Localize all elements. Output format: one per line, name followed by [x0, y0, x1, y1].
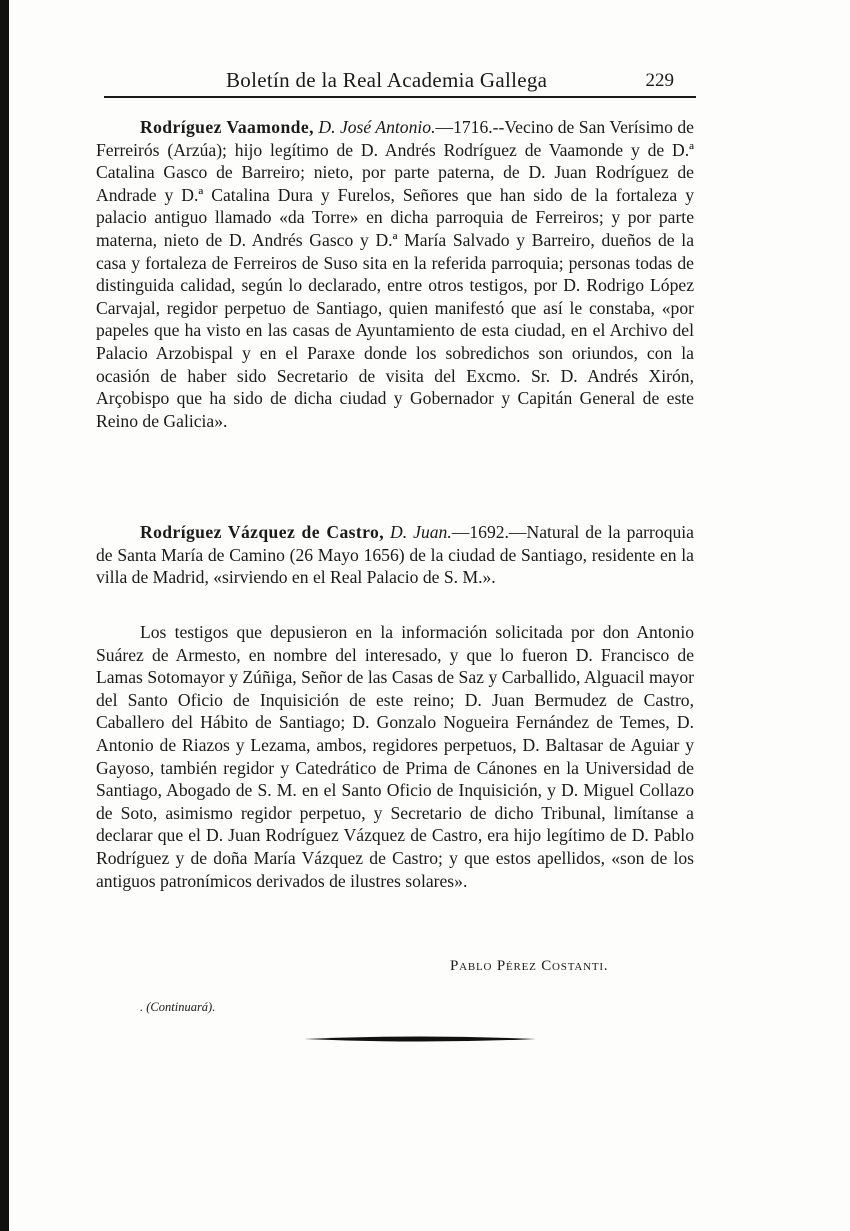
closing-ornament-rule	[300, 1032, 540, 1046]
entry-rodriguez-vazquez-de-castro	[96, 521, 694, 589]
running-header	[104, 62, 696, 98]
page-spine-edge	[0, 0, 9, 1231]
entry-name: Rodríguez Vaamonde,	[140, 117, 314, 137]
entry-paragraph	[96, 116, 694, 432]
entry-witnesses-paragraph	[96, 621, 694, 892]
entry-given-name: D. Juan.	[390, 522, 452, 542]
entry-text: —1716.--Vecino de San Verísimo de Ferreirós (Arzúa); hijo legítimo de D. Andrés Rodríguez de Vaamonde y de D.ª Catalina Gasco de Barreiro; nieto, por parte paterna, de D. Juan Rodríguez de Andrade y D.ª Catalina Dura y Furelos, Señores que han sido de la fortaleza y palacio antiguo llamado «da Torre» en dicha parroquia de Ferreiros; y por parte materna, nieto de D. Andrés Gasco y D.ª María Salvado y Barreiro, dueños de la casa y fortaleza de Ferreiros de Suso sita en la referida parroquia; personas todas de distinguida calidad, según lo declarado, entre otros testigos, por D. Rodrigo López Carvajal, regidor perpetuo de Santiago, quien manifestó que así le constaba, «por papeles que ha visto en las casas de Ayuntamiento de esta ciudad, en el Archivo del Palacio Arzobispal y en el Paraxe donde los sobredichos son oriundos, con la ocasión de haber sido Secretario de visita del Excmo. Sr. D. Andrés Xirón, Arçobispo que ha sido de dicha ciudad y Gobernador y Capitán General de este Reino de Galicia».	[96, 117, 694, 431]
entry-paragraph	[96, 521, 694, 589]
journal-title: Boletín de la Real Academia Gallega	[226, 68, 548, 92]
entry-text: —1692.—Natural de la parroquia de Santa María de Camino (26 Mayo 1656) de la ciudad de Santiago, residente en la villa de Madrid, «sirviendo en el Real Palacio de S. M.».	[96, 522, 694, 588]
entry-paragraph-2: Los testigos que depusieron en la información solicitada por don Antonio Suárez de Armesto, en nombre del interesado, y que lo fueron D. Francisco de Lamas Sotomayor y Zúñiga, Señor de las Casas de Saz y Carballido, Alguacil mayor del Santo Oficio de Inquisición de este reino; D. Juan Bermudez de Castro, Caballero del Hábito de Santiago; D. Gonzalo Nogueira Fernández de Temes, D. Antonio de Riazos y Lezama, ambos, regidores perpetuos, D. Baltasar de Aguiar y Gayoso, también regidor y Catedrático de Prima de Cánones en la Universidad de Santiago, Abogado de S. M. en el Santo Oficio de Inquisición, y D. Miguel Collazo de Soto, asimismo regidor perpetuo, y Secretario de dicho Tribunal, limítanse a declarar que el D. Juan Rodríguez Vázquez de Castro, era hijo legítimo de D. Pablo Rodríguez y de doña María Vázquez de Castro; y que estos apellidos, «son de los antiguos patronímicos derivados de ilustres solares».	[96, 622, 694, 891]
author-signature: Pablo Pérez Costanti.	[450, 958, 609, 974]
entry-given-name: D. José Antonio.	[318, 117, 436, 137]
page-number: 229	[645, 70, 674, 91]
entry-rodriguez-vaamonde	[96, 116, 694, 432]
entry-name: Rodríguez Vázquez de Castro,	[140, 522, 385, 542]
continued-note: . (Continuará).	[140, 1000, 216, 1014]
